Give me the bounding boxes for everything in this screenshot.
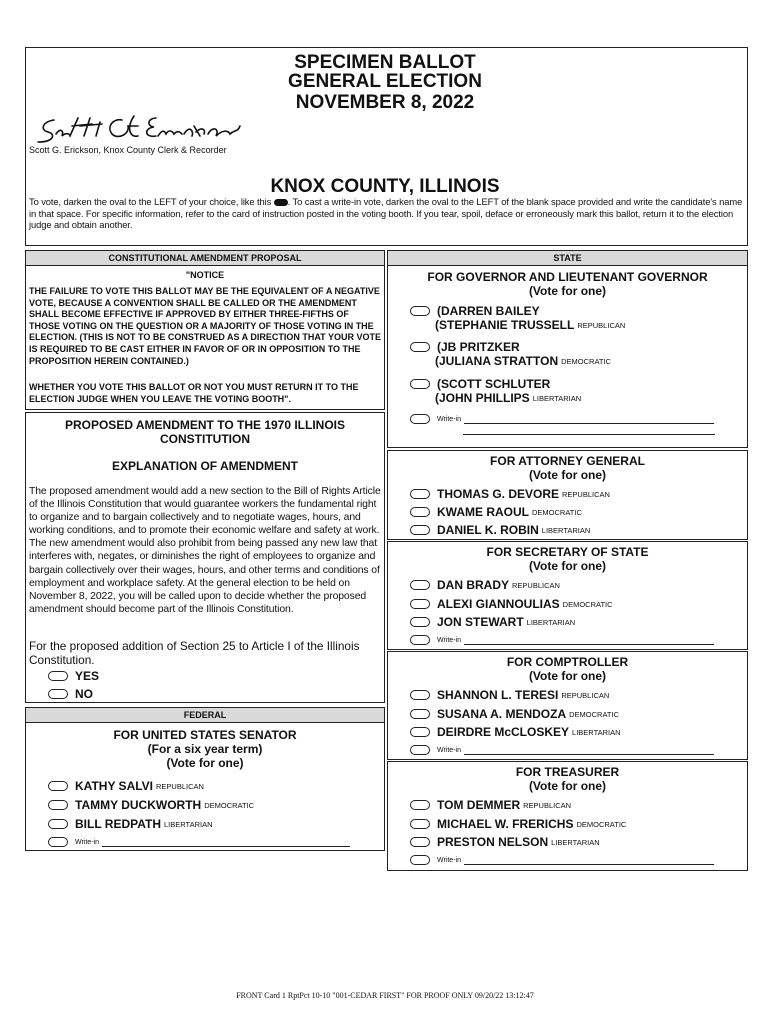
vote-oval-icon[interactable] — [410, 599, 430, 609]
write-in-governor[interactable]: Write-in — [410, 411, 714, 427]
explanation-body: The proposed amendment would add a new section to the Bill of Rights Article of the Illinois Constitution that would guarantee workers the fundamental right to organize and to bargain collectively and to negotiate wages, hours, and working conditions, and to promote their economic welfare and safety at work. The new amendment would also prohibit from being passed any new law that interferes with, negates, or diminishes the right of employees to organize and bargain collectively over their wages, hours, and other terms and conditions of employment and workplace safety. At the general election to be held on November 8, 2022, you will be called upon to decide whether the proposed amendment should become part of the Illinois Constitution. — [29, 486, 381, 615]
treasurer-box — [387, 761, 748, 871]
proposed-amendment-box — [25, 412, 385, 703]
candidate-michael-frerichs[interactable]: MICHAEL W. FRERICHS DEMOCRATIC — [410, 816, 626, 832]
ballot-title-line1: SPECIMEN BALLOT — [294, 52, 476, 73]
governor-office-title: FOR GOVERNOR AND LIEUTENANT GOVERNOR — [427, 270, 708, 284]
treasurer-vote-for: (Vote for one) — [528, 779, 607, 793]
write-in-line[interactable] — [464, 415, 714, 424]
proposed-amendment-title: PROPOSED AMENDMENT TO THE 1970 ILLINOIS CONSTITUTION — [64, 418, 346, 446]
write-in-line[interactable] — [102, 838, 350, 847]
attorney-general-box — [387, 450, 748, 540]
vote-oval-icon[interactable] — [410, 690, 430, 700]
vote-oval-icon[interactable] — [410, 580, 430, 590]
amendment-notice-box — [25, 250, 385, 410]
candidate-preston-nelson[interactable]: PRESTON NELSON LIBERTARIAN — [410, 834, 600, 850]
attorney-general-office-title: FOR ATTORNEY GENERAL — [490, 454, 645, 468]
notice-body: THE FAILURE TO VOTE THIS BALLOT MAY BE THE EQUIVALENT OF A NEGATIVE VOTE, BECAUSE A CONVENTION SHALL BE CALLED OR THE AMENDMENT SHALL BECOME EFFECTIVE IF APPROVED BY EITHER THREE-FIFTHS OF THOSE VOTING ON THE QUESTION OR A MAJORITY OF THOSE VOTING IN THE ELECTION. (THIS IS NOT TO BE CONSTRUED AS A DIRECTION THAT YOUR VOTE IS REQUIRED TO BE CAST EITHER IN FAVOR OF OR IN OPPOSITION TO THE PROPOSITION HEREIN CONTAINED.) — [29, 286, 382, 366]
secretary-vote-for: (Vote for one) — [528, 559, 607, 573]
candidate-deirdre-mccloskey[interactable]: DEIRDRE McCLOSKEY LIBERTARIAN — [410, 724, 621, 740]
ticket-line2: (JOHN PHILLIPS LIBERTARIAN — [435, 391, 582, 405]
attorney-general-vote-for: (Vote for one) — [528, 468, 607, 482]
ticket-pritzker-stratton[interactable]: (JB PRITZKER — [410, 339, 520, 355]
write-in-line-second[interactable] — [463, 426, 715, 435]
vote-oval-icon[interactable] — [410, 507, 430, 517]
secretary-office-title: FOR SECRETARY OF STATE — [486, 545, 649, 559]
candidate-jon-stewart[interactable]: JON STEWART LIBERTARIAN — [410, 614, 575, 630]
no-option[interactable]: NO — [48, 686, 93, 702]
explanation-title: EXPLANATION OF AMENDMENT — [112, 459, 298, 473]
state-band: STATE — [388, 251, 747, 266]
candidate-alexi-giannoulias[interactable]: ALEXI GIANNOULIAS DEMOCRATIC — [410, 596, 613, 612]
vote-oval-icon[interactable] — [48, 819, 68, 829]
county-title: KNOX COUNTY, ILLINOIS — [270, 176, 500, 197]
vote-oval-icon[interactable] — [410, 745, 430, 755]
vote-oval-icon[interactable] — [410, 342, 430, 352]
write-in-treasurer[interactable]: Write-in — [410, 852, 714, 868]
ballot-title-line3: NOVEMBER 8, 2022 — [295, 92, 475, 113]
vote-oval-icon[interactable] — [410, 837, 430, 847]
vote-oval-icon[interactable] — [410, 306, 430, 316]
candidate-daniel-robin[interactable]: DANIEL K. ROBIN LIBERTARIAN — [410, 522, 590, 538]
write-in-line[interactable] — [464, 746, 714, 755]
vote-oval-icon[interactable] — [410, 617, 430, 627]
federal-box — [25, 707, 385, 851]
clerk-signature — [34, 112, 244, 148]
notice-return-text: WHETHER YOU VOTE THIS BALLOT OR NOT YOU MUST RETURN IT TO THE ELECTION JUDGE WHEN YOU LEAVE THE VOTING BOOTH". — [29, 382, 359, 404]
vote-oval-icon[interactable] — [48, 781, 68, 791]
constitutional-amendment-band: CONSTITUTIONAL AMENDMENT PROPOSAL — [26, 251, 384, 266]
vote-oval-icon[interactable] — [410, 800, 430, 810]
candidate-bill-redpath[interactable]: BILL REDPATH LIBERTARIAN — [48, 816, 213, 832]
senator-vote-for: (Vote for one) — [166, 756, 244, 770]
proof-footer: FRONT Card 1 RptPct 10-10 "001-CEDAR FIRST" FOR PROOF ONLY 09/20/22 13:12:47 — [236, 991, 534, 1000]
vote-oval-icon[interactable] — [410, 525, 430, 535]
write-in-secretary[interactable]: Write-in — [410, 632, 714, 648]
candidate-tom-demmer[interactable]: TOM DEMMER REPUBLICAN — [410, 797, 571, 813]
ticket-line2: (JULIANA STRATTON DEMOCRATIC — [435, 354, 611, 368]
yes-option[interactable]: YES — [48, 668, 99, 684]
notice-title: "NOTICE — [185, 270, 225, 280]
write-in-comptroller[interactable]: Write-in — [410, 742, 714, 758]
ticket-bailey-trussell[interactable]: (DARREN BAILEY — [410, 303, 540, 319]
senator-term: (For a six year term) — [147, 742, 263, 756]
vote-oval-icon[interactable] — [410, 635, 430, 645]
ticket-schluter-phillips[interactable]: (SCOTT SCHLUTER — [410, 376, 550, 392]
vote-oval-icon[interactable] — [410, 489, 430, 499]
candidate-kwame-raoul[interactable]: KWAME RAOUL DEMOCRATIC — [410, 504, 582, 520]
vote-oval-icon[interactable] — [410, 414, 430, 424]
vote-oval-icon[interactable] — [410, 709, 430, 719]
candidate-susana-mendoza[interactable]: SUSANA A. MENDOZA DEMOCRATIC — [410, 706, 619, 722]
vote-oval-icon[interactable] — [48, 837, 68, 847]
federal-band: FEDERAL — [26, 708, 384, 723]
candidate-shannon-teresi[interactable]: SHANNON L. TERESI REPUBLICAN — [410, 687, 609, 703]
candidate-tammy-duckworth[interactable]: TAMMY DUCKWORTH DEMOCRATIC — [48, 797, 254, 813]
clerk-name-line: Scott G. Erickson, Knox County Clerk & Recorder — [29, 145, 227, 155]
senator-office-title: FOR UNITED STATES SENATOR — [113, 728, 297, 742]
voting-instructions: To vote, darken the oval to the LEFT of your choice, like this . To cast a write-in vote, darken the oval to the LEFT of the blank space provided and write the candidate's name in that space. For specific information, refer to the card of instruction posted in the voting booth. If you tear, spoil, deface or erroneously mark this ballot, return it to the election judge and obtain another. — [29, 196, 743, 231]
comptroller-box — [387, 651, 748, 760]
comptroller-vote-for: (Vote for one) — [528, 669, 607, 683]
vote-oval-icon[interactable] — [410, 819, 430, 829]
ballot-title-line2: GENERAL ELECTION — [288, 71, 482, 92]
ticket-line2: (STEPHANIE TRUSSELL REPUBLICAN — [435, 318, 626, 332]
amendment-question: For the proposed addition of Section 25 to Article I of the Illinois Constitution. — [29, 639, 360, 667]
governor-vote-for: (Vote for one) — [528, 284, 607, 298]
vote-oval-icon[interactable] — [410, 855, 430, 865]
comptroller-office-title: FOR COMPTROLLER — [506, 655, 629, 669]
governor-box — [387, 250, 748, 448]
secretary-of-state-box — [387, 541, 748, 650]
vote-oval-icon[interactable] — [410, 379, 430, 389]
candidate-dan-brady[interactable]: DAN BRADY REPUBLICAN — [410, 577, 560, 593]
candidate-kathy-salvi[interactable]: KATHY SALVI REPUBLICAN — [48, 778, 204, 794]
vote-oval-icon[interactable] — [48, 689, 68, 699]
candidate-thomas-devore[interactable]: THOMAS G. DEVORE REPUBLICAN — [410, 486, 610, 502]
vote-oval-icon[interactable] — [48, 671, 68, 681]
vote-oval-icon[interactable] — [48, 800, 68, 810]
write-in-senator[interactable]: Write-in — [48, 834, 350, 850]
write-in-line[interactable] — [464, 636, 714, 645]
filled-oval-example-icon — [274, 199, 288, 206]
treasurer-office-title: FOR TREASURER — [515, 765, 620, 779]
write-in-line[interactable] — [464, 856, 714, 865]
vote-oval-icon[interactable] — [410, 727, 430, 737]
